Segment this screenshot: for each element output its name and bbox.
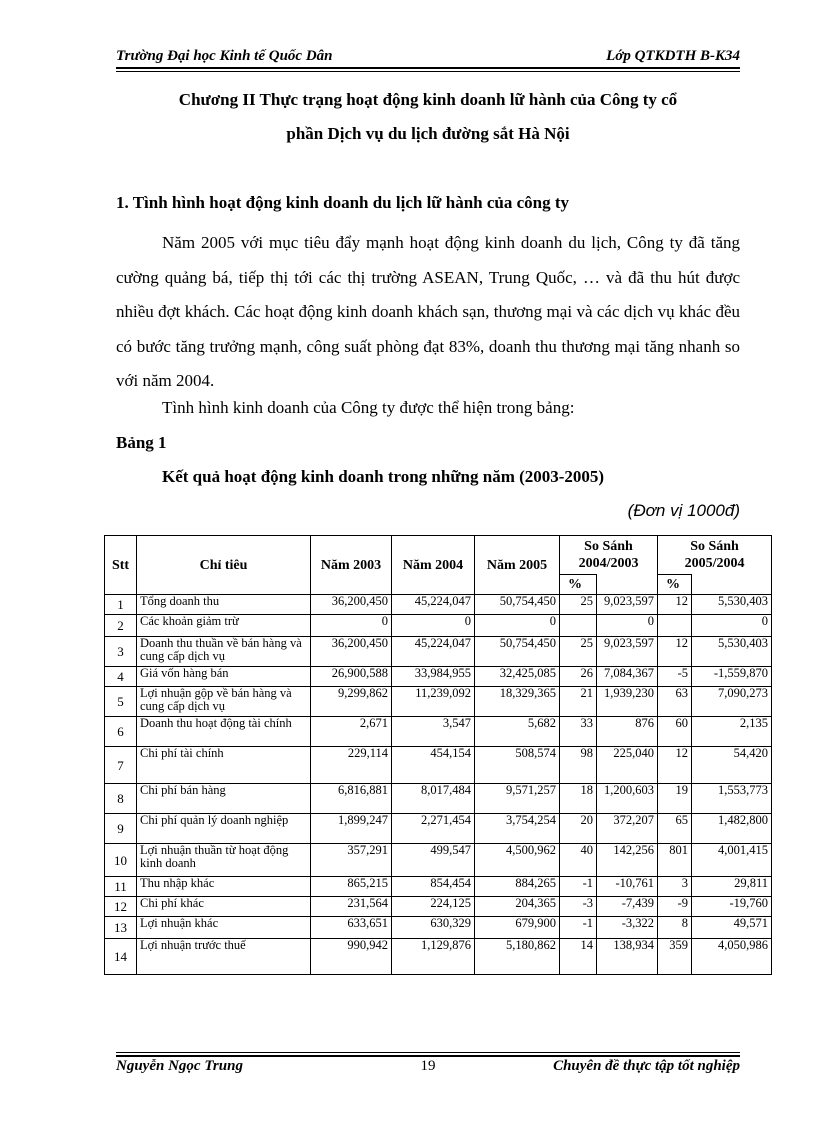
row-stt: 7 xyxy=(105,747,137,784)
row-pct-2: 3 xyxy=(658,877,692,897)
row-2005: 884,265 xyxy=(475,877,560,897)
body-paragraph xyxy=(116,226,740,399)
row-pct-1: 14 xyxy=(560,939,597,975)
row-name: Các khoản giảm trừ xyxy=(137,615,311,637)
row-2005: 9,571,257 xyxy=(475,784,560,814)
col-stt: Stt xyxy=(105,536,137,595)
row-pct-2: 65 xyxy=(658,814,692,844)
row-pct-2: 12 xyxy=(658,747,692,784)
row-stt: 2 xyxy=(105,615,137,637)
row-name: Doanh thu hoạt động tài chính xyxy=(137,717,311,747)
row-diff-2: 49,571 xyxy=(692,917,772,939)
row-pct-2: 63 xyxy=(658,687,692,717)
row-pct-1: 21 xyxy=(560,687,597,717)
col-diff-1 xyxy=(597,575,658,595)
row-2003: 231,564 xyxy=(311,897,392,917)
footer-rule-thin xyxy=(116,1052,740,1053)
row-name: Lợi nhuận thuần từ hoạt động kinh doanh xyxy=(137,844,311,877)
row-pct-1 xyxy=(560,615,597,637)
row-2003: 26,900,588 xyxy=(311,667,392,687)
row-2005: 508,574 xyxy=(475,747,560,784)
row-2005: 32,425,085 xyxy=(475,667,560,687)
chapter-title-line1: Chương II Thực trạng hoạt động kinh doanh lữ hành của Công ty cổ xyxy=(178,90,678,109)
row-diff-1: -10,761 xyxy=(597,877,658,897)
row-diff-1: 0 xyxy=(597,615,658,637)
row-2005: 3,754,254 xyxy=(475,814,560,844)
row-diff-1: 876 xyxy=(597,717,658,747)
row-diff-1: 225,040 xyxy=(597,747,658,784)
row-name: Lợi nhuận trước thuế xyxy=(137,939,311,975)
row-name: Lợi nhuận gộp về bán hàng và cung cấp dịch vụ xyxy=(137,687,311,717)
row-2004: 630,329 xyxy=(392,917,475,939)
row-pct-2 xyxy=(658,615,692,637)
row-pct-2: 801 xyxy=(658,844,692,877)
row-pct-1: -1 xyxy=(560,917,597,939)
table-row xyxy=(105,615,772,637)
row-2004: 11,239,092 xyxy=(392,687,475,717)
row-2004: 1,129,876 xyxy=(392,939,475,975)
row-2005: 0 xyxy=(475,615,560,637)
row-stt: 10 xyxy=(105,844,137,877)
col-diff-2 xyxy=(692,575,772,595)
row-2004: 0 xyxy=(392,615,475,637)
row-2004: 454,154 xyxy=(392,747,475,784)
page-number: 19 xyxy=(420,1058,436,1074)
row-pct-2: -9 xyxy=(658,897,692,917)
row-diff-2: -19,760 xyxy=(692,897,772,917)
row-2003: 357,291 xyxy=(311,844,392,877)
row-pct-2: 359 xyxy=(658,939,692,975)
page-header xyxy=(116,46,740,66)
row-2003: 36,200,450 xyxy=(311,595,392,615)
row-2005: 4,500,962 xyxy=(475,844,560,877)
row-stt: 9 xyxy=(105,814,137,844)
row-diff-2: -1,559,870 xyxy=(692,667,772,687)
table-row xyxy=(105,897,772,917)
row-diff-1: -7,439 xyxy=(597,897,658,917)
row-stt: 13 xyxy=(105,917,137,939)
row-stt: 6 xyxy=(105,717,137,747)
row-2003: 36,200,450 xyxy=(311,637,392,667)
footer-doc-type: Chuyên đề thực tập tốt nghiệp xyxy=(553,1058,740,1074)
table-row xyxy=(105,667,772,687)
row-2005: 5,682 xyxy=(475,717,560,747)
row-2005: 18,329,365 xyxy=(475,687,560,717)
row-2003: 9,299,862 xyxy=(311,687,392,717)
row-2004: 8,017,484 xyxy=(392,784,475,814)
table-row xyxy=(105,637,772,667)
row-diff-1: 1,939,230 xyxy=(597,687,658,717)
body-paragraph-text: Năm 2005 với mục tiêu đẩy mạnh hoạt động kinh doanh du lịch, Công ty đã tăng cường quảng bá, tiếp thị tới các thị trường ASEAN, Trung Quốc, … và đã thu hút được nhiều đợt khách. Các hoạt động kinh doanh khách sạn, thương mại và các dịch vụ khác đều có bước tăng trưởng mạnh, công suất phòng đạt 83%, doanh thu thương mại tăng nhanh so với năm 2004. xyxy=(116,233,740,390)
row-name: Lợi nhuận khác xyxy=(137,917,311,939)
row-2004: 2,271,454 xyxy=(392,814,475,844)
col-2003: Năm 2003 xyxy=(311,536,392,595)
row-diff-2: 54,420 xyxy=(692,747,772,784)
table-row xyxy=(105,747,772,784)
row-stt: 11 xyxy=(105,877,137,897)
row-pct-1: 25 xyxy=(560,595,597,615)
row-name: Doanh thu thuần về bán hàng và cung cấp dịch vụ xyxy=(137,637,311,667)
row-diff-1: -3,322 xyxy=(597,917,658,939)
col-2005: Năm 2005 xyxy=(475,536,560,595)
table-row xyxy=(105,595,772,615)
row-diff-1: 142,256 xyxy=(597,844,658,877)
row-2005: 50,754,450 xyxy=(475,595,560,615)
row-name: Chi phí khác xyxy=(137,897,311,917)
row-2003: 0 xyxy=(311,615,392,637)
col-compare-2004-2003: So Sánh 2004/2003 xyxy=(560,536,658,575)
row-pct-2: -5 xyxy=(658,667,692,687)
row-2004: 224,125 xyxy=(392,897,475,917)
row-2004: 33,984,955 xyxy=(392,667,475,687)
table-row xyxy=(105,939,772,975)
row-pct-1: 25 xyxy=(560,637,597,667)
row-name: Giá vốn hàng bán xyxy=(137,667,311,687)
row-2005: 204,365 xyxy=(475,897,560,917)
row-2003: 865,215 xyxy=(311,877,392,897)
row-diff-1: 9,023,597 xyxy=(597,595,658,615)
table-row xyxy=(105,917,772,939)
row-diff-2: 5,530,403 xyxy=(692,637,772,667)
row-pct-1: -3 xyxy=(560,897,597,917)
row-pct-2: 12 xyxy=(658,637,692,667)
row-pct-2: 12 xyxy=(658,595,692,615)
table-row xyxy=(105,877,772,897)
col-pct-1: % xyxy=(560,575,597,595)
row-stt: 3 xyxy=(105,637,137,667)
row-pct-1: 33 xyxy=(560,717,597,747)
row-2003: 6,816,881 xyxy=(311,784,392,814)
footer-rule xyxy=(116,1055,740,1057)
row-diff-1: 372,207 xyxy=(597,814,658,844)
col-chi-tieu: Chỉ tiêu xyxy=(137,536,311,595)
row-2003: 633,651 xyxy=(311,917,392,939)
row-2005: 5,180,862 xyxy=(475,939,560,975)
section-heading: 1. Tình hình hoạt động kinh doanh du lịch lữ hành của công ty xyxy=(116,193,570,212)
table-row xyxy=(105,814,772,844)
col-pct-2: % xyxy=(658,575,692,595)
table-row xyxy=(105,687,772,717)
row-diff-1: 1,200,603 xyxy=(597,784,658,814)
row-stt: 12 xyxy=(105,897,137,917)
table-intro: Tình hình kinh doanh của Công ty được thể hiện trong bảng: xyxy=(162,398,575,417)
row-2004: 854,454 xyxy=(392,877,475,897)
row-2004: 45,224,047 xyxy=(392,595,475,615)
col-compare-2005-2004: So Sánh 2005/2004 xyxy=(658,536,772,575)
row-stt: 8 xyxy=(105,784,137,814)
row-2004: 499,547 xyxy=(392,844,475,877)
row-2004: 45,224,047 xyxy=(392,637,475,667)
row-name: Thu nhập khác xyxy=(137,877,311,897)
row-stt: 1 xyxy=(105,595,137,615)
row-2003: 1,899,247 xyxy=(311,814,392,844)
row-pct-2: 8 xyxy=(658,917,692,939)
table-body xyxy=(105,595,772,975)
row-stt: 14 xyxy=(105,939,137,975)
header-rule-thin xyxy=(116,71,740,72)
row-pct-1: 40 xyxy=(560,844,597,877)
row-diff-2: 4,001,415 xyxy=(692,844,772,877)
table-unit: (Đơn vị 1000đ) xyxy=(627,501,740,520)
row-pct-1: 18 xyxy=(560,784,597,814)
row-2005: 679,900 xyxy=(475,917,560,939)
row-pct-1: 20 xyxy=(560,814,597,844)
row-diff-1: 138,934 xyxy=(597,939,658,975)
results-table xyxy=(104,535,772,975)
table-row xyxy=(105,717,772,747)
row-2003: 990,942 xyxy=(311,939,392,975)
row-pct-1: 98 xyxy=(560,747,597,784)
header-school: Trường Đại học Kinh tế Quốc Dân xyxy=(116,48,333,64)
row-diff-2: 2,135 xyxy=(692,717,772,747)
row-diff-2: 0 xyxy=(692,615,772,637)
header-class: Lớp QTKDTH B-K34 xyxy=(606,48,740,64)
row-stt: 5 xyxy=(105,687,137,717)
chapter-title-line2: phần Dịch vụ du lịch đường sắt Hà Nội xyxy=(286,124,570,143)
row-name: Tổng doanh thu xyxy=(137,595,311,615)
row-2003: 2,671 xyxy=(311,717,392,747)
row-name: Chi phí bán hàng xyxy=(137,784,311,814)
row-diff-1: 7,084,367 xyxy=(597,667,658,687)
row-name: Chi phí quản lý doanh nghiệp xyxy=(137,814,311,844)
row-diff-1: 9,023,597 xyxy=(597,637,658,667)
row-stt: 4 xyxy=(105,667,137,687)
table-row xyxy=(105,844,772,877)
row-diff-2: 5,530,403 xyxy=(692,595,772,615)
row-pct-2: 60 xyxy=(658,717,692,747)
table-label: Bảng 1 xyxy=(116,433,167,452)
row-diff-2: 7,090,273 xyxy=(692,687,772,717)
col-2004: Năm 2004 xyxy=(392,536,475,595)
row-diff-2: 1,553,773 xyxy=(692,784,772,814)
row-pct-2: 19 xyxy=(658,784,692,814)
row-2004: 3,547 xyxy=(392,717,475,747)
row-pct-1: -1 xyxy=(560,877,597,897)
table-title: Kết quả hoạt động kinh doanh trong những năm (2003-2005) xyxy=(162,467,605,486)
row-2003: 229,114 xyxy=(311,747,392,784)
row-diff-2: 1,482,800 xyxy=(692,814,772,844)
footer-author: Nguyễn Ngọc Trung xyxy=(116,1058,243,1074)
header-rule xyxy=(116,67,740,69)
row-diff-2: 4,050,986 xyxy=(692,939,772,975)
row-diff-2: 29,811 xyxy=(692,877,772,897)
row-name: Chi phí tài chính xyxy=(137,747,311,784)
row-pct-1: 26 xyxy=(560,667,597,687)
table-row xyxy=(105,784,772,814)
row-2005: 50,754,450 xyxy=(475,637,560,667)
